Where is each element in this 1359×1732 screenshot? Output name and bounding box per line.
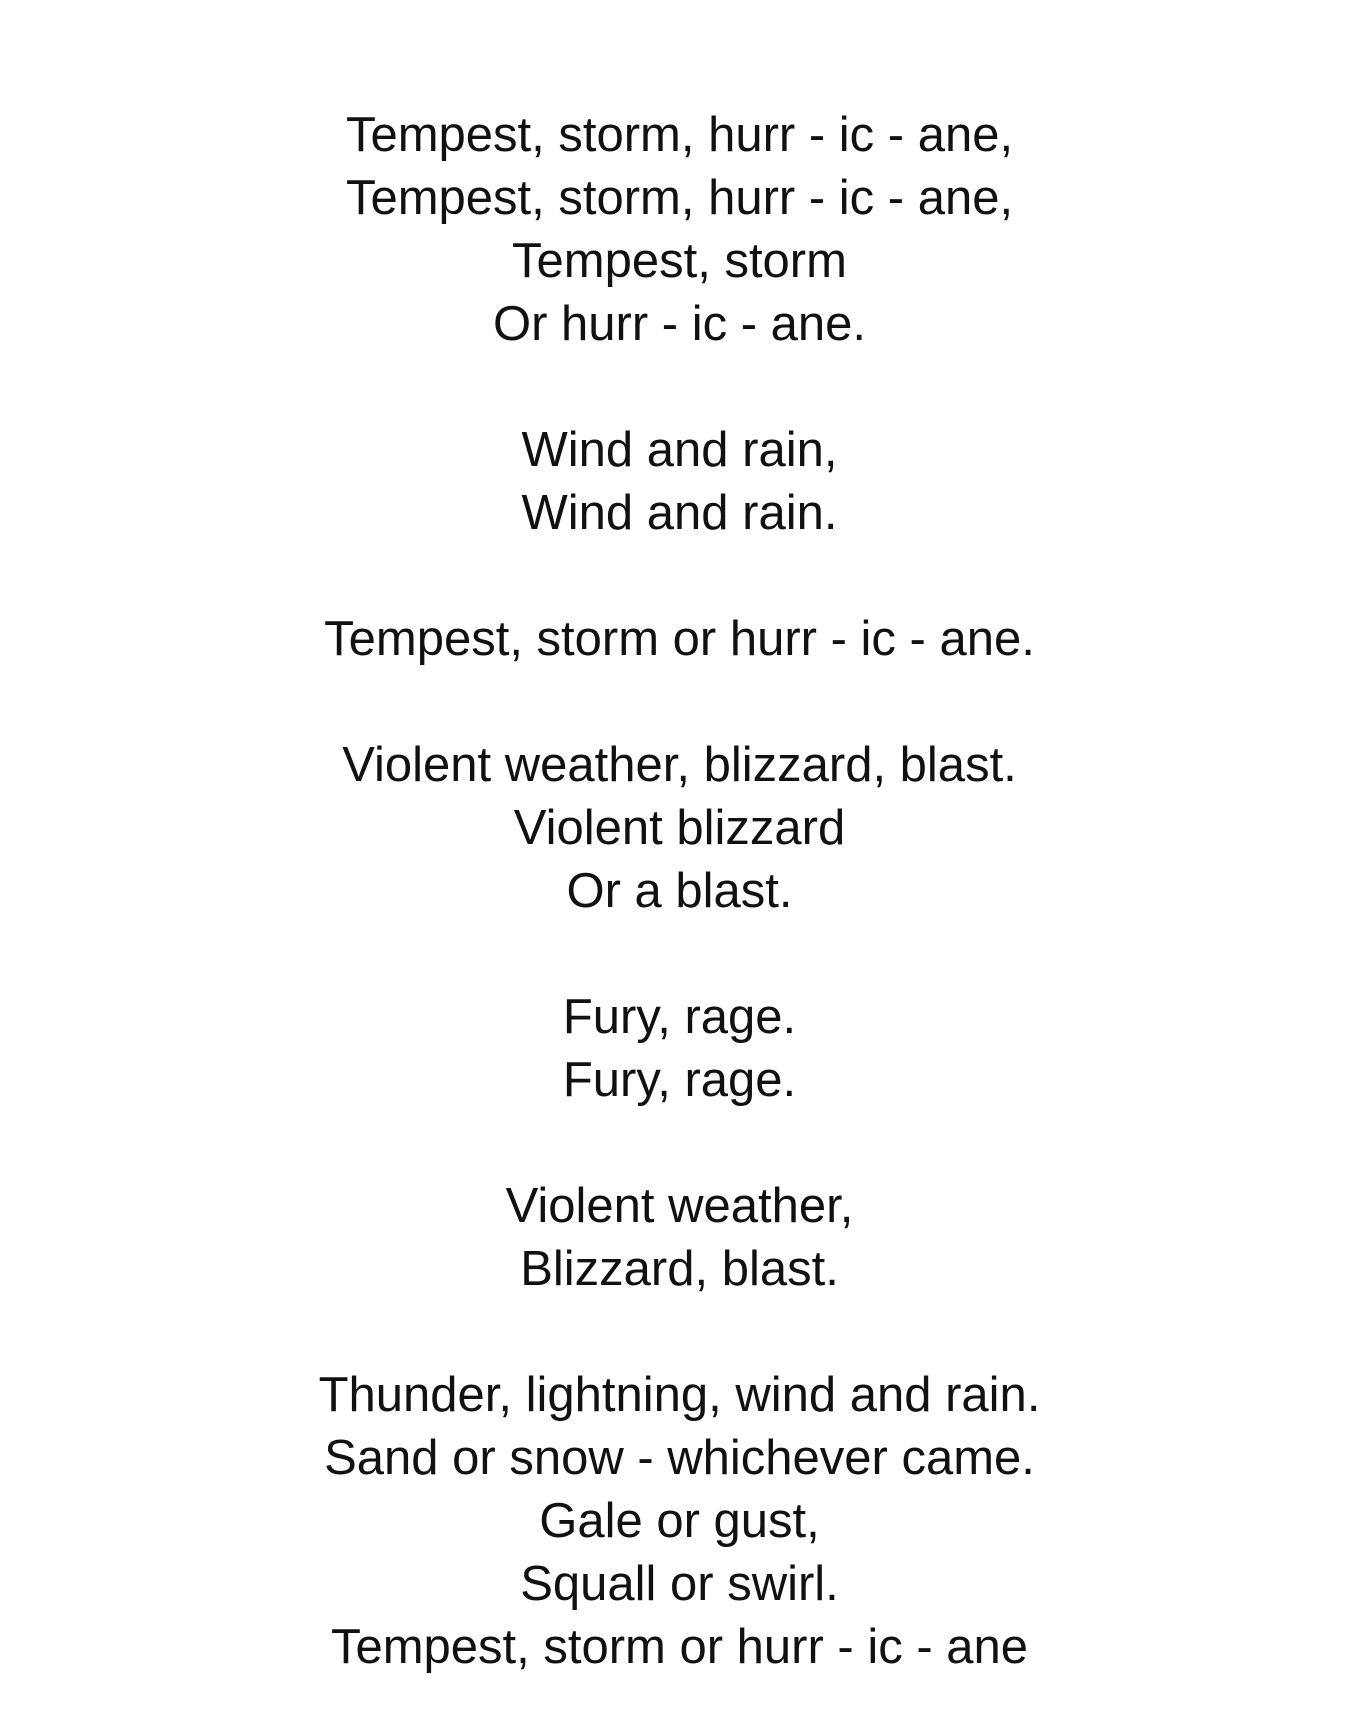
lyric-line: Or hurr - ic - ane. xyxy=(492,297,867,351)
lyric-line: Wind and rain, xyxy=(521,423,838,477)
lyric-line: Fury, rage. xyxy=(562,990,797,1044)
lyric-line: Fury, rage. xyxy=(562,1053,797,1107)
stanza-2 xyxy=(0,419,1359,545)
lyric-line: Or a blast. xyxy=(566,864,793,918)
stanza-6 xyxy=(0,1175,1359,1301)
lyric-line: Tempest, storm or hurr - ic - ane xyxy=(330,1620,1029,1674)
stanza-4 xyxy=(0,734,1359,923)
lyric-line: Tempest, storm, hurr - ic - ane, xyxy=(345,108,1014,162)
lyric-line: Squall or swirl. xyxy=(520,1557,839,1611)
stanza-1 xyxy=(0,104,1359,356)
lyric-line: Wind and rain. xyxy=(521,486,838,540)
lyric-line: Violent weather, xyxy=(505,1179,854,1233)
lyric-line: Tempest, storm, hurr - ic - ane, xyxy=(345,171,1014,225)
lyric-line: Gale or gust, xyxy=(539,1494,820,1548)
lyric-line: Tempest, storm xyxy=(512,234,847,288)
stanza-7 xyxy=(0,1364,1359,1679)
stanza-3 xyxy=(0,608,1359,671)
lyric-line: Sand or snow - whichever came. xyxy=(324,1431,1035,1485)
lyric-line: Thunder, lightning, wind and rain. xyxy=(318,1368,1041,1422)
lyric-line: Violent weather, blizzard, blast. xyxy=(342,738,1017,792)
lyric-line: Tempest, storm or hurr - ic - ane. xyxy=(324,612,1035,666)
lyric-line: Blizzard, blast. xyxy=(520,1242,839,1296)
lyric-line: Violent blizzard xyxy=(513,801,846,855)
stanza-5 xyxy=(0,986,1359,1112)
